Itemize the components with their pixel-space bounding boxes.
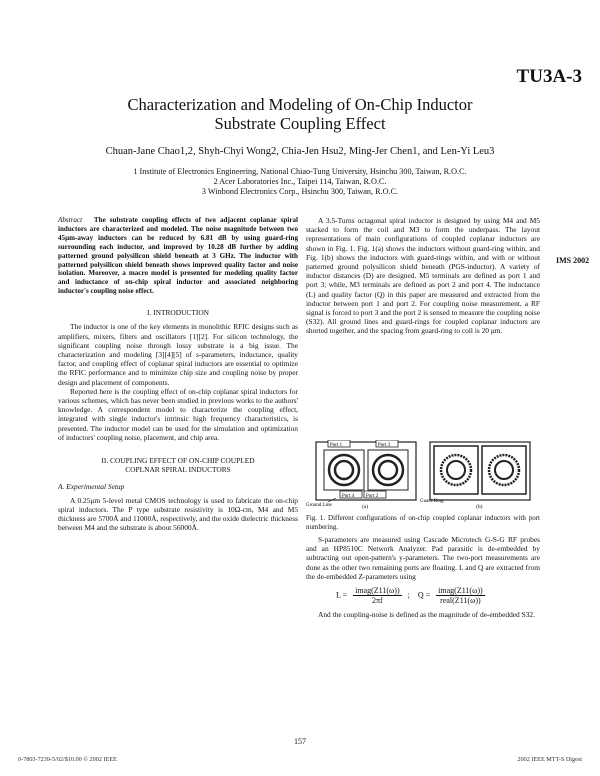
figure-1-caption: Fig. 1. Different configurations of on-chip coupled coplanar inductors with port numbering.: [306, 514, 540, 531]
footer-digest: 2002 IEEE MTT-S Digest: [517, 756, 582, 763]
sparam-paragraph: S-parameters are measured using Cascade Microtech G-S-G RF probes and an HP8510C Network Analyzer. Pad parasitic is de-embedded by subtracting out open-pattern's y-parameters. The two-port measurements are done as the other two remaining ports are floating. L and Q are extracted from the de-embedded Z-parameters using: [306, 535, 540, 581]
title-line-1: Characterization and Modeling of On-Chip Inductor: [127, 95, 473, 114]
author-list: Chuan-Jane Chao1,2, Shyh-Chyi Wong2, Chia-Jen Hsu2, Ming-Jer Chen1, and Len-Yi Leu3: [105, 146, 495, 157]
label-port-3-a: Port 3: [378, 443, 391, 448]
figure-1: [306, 440, 540, 510]
eq-Q-label: Q =: [417, 590, 431, 600]
figure-1-diagram: [306, 440, 540, 510]
label-sub-a: (a): [362, 504, 369, 510]
eq-L-denominator: 2πf: [372, 596, 383, 606]
eq-L-label: L =: [336, 590, 348, 600]
abstract-text: The substrate coupling effects of two adjacent coplanar spiral inductors are characterized and modeled. The noise magnitude between two 45μm-away inductors can be reduced by 6.81 dB by using guard-ring surrounding each inductor, and improved by 10.28 dB further by adding patterned ground polysilicon shield beneath at 3 GHz. The inductor with patterned polysilicon shield beneath shows improved quality factor and noise isolation. Moreover, a macro model is presented for modeling quality factor and inductance of on-chip spiral inductor and associated neighboring inductor's coupling noise effect.: [58, 216, 298, 296]
label-ground-line: Ground Line: [306, 503, 332, 508]
section-heading-introduction: I. INTRODUCTION: [147, 308, 209, 318]
title-line-2: Substrate Coupling Effect: [214, 114, 386, 133]
coupling-noise-paragraph: And the coupling-noise is defined as the magnitude of de-embedded S32.: [318, 610, 535, 620]
label-guard-ring: Guard Ring: [420, 499, 444, 504]
affiliation-1: 1 Institute of Electronics Engineering, National Chiao-Tung University, Hsinchu 300, Taiwan, R.O.C.: [133, 167, 467, 176]
eq-separator: ;: [407, 590, 410, 600]
right-column-bottom: [306, 535, 540, 620]
label-port-1-a: Port 1: [330, 443, 343, 448]
label-sub-b: (b): [476, 504, 483, 510]
affiliation-3: 3 Winbond Electronics Corp., Hsinchu 300, Taiwan, R.O.C.: [201, 187, 399, 196]
equation-L-Q: [336, 586, 540, 605]
eq-Q-fraction: [436, 586, 485, 605]
right-column-top: [306, 216, 540, 336]
subsection-experimental-setup: A. Experimental Setup: [58, 482, 125, 492]
left-column: [58, 216, 298, 532]
eq-L-numerator: imag(Z11(ω)): [355, 586, 400, 596]
eq-Q-numerator: imag(Z11(ω)): [438, 586, 483, 596]
intro-paragraph-2: Reported here is the coupling effect of on-chip coplanar spiral inductors for various schemes, which has never been studied in previous works to the authors' knowledge. A correspondent model to characterize the coupling effect, integrated with single inductor's intrinsic high frequency characteristics, is presented. The inductor model can be used for the simulation and optimization of inductors' coupling noise, placement, and chip area.: [58, 386, 298, 442]
page-number: 157: [294, 737, 306, 746]
affiliations: [0, 167, 600, 197]
intro-paragraph-1: The inductor is one of the key elements in monolithic RFIC designs such as amplifiers, mixers, filters and oscillators [1][2]. For silicon technology, the significant coupling noise through lossy substrate is a big issue. The characterization and modeling [3][4][5] of s-parameters, inductance, quality factor, and coupling effect of coplanar spiral inductors are essential to optimize the RFIC performance and to minimize chip size and coupling noise by proper design and placement of components.: [58, 322, 298, 387]
section-heading-coupling: [58, 456, 298, 474]
session-tag: TU3A-3: [516, 66, 582, 87]
affiliation-2: 2 Acer Laboratories Inc., Taipei 114, Taiwan, R.O.C.: [213, 177, 387, 186]
margin-mark: IMS 2002: [556, 256, 590, 265]
abstract: [58, 216, 298, 296]
paper-title: [0, 95, 600, 133]
label-port-2-a: Port 2: [366, 494, 379, 499]
section-heading-coupling-line-1: II. COUPLING EFFECT OF ON-CHIP COUPLED: [101, 456, 255, 465]
abstract-label: Abstract: [58, 216, 83, 224]
layout-paragraph: A 3.5-Turns octagonal spiral inductor is designed by using M4 and M5 stacked to form the coil and M3 to form the underpass. The layout representations of main configurations of coupled coplanar inductors are shown in Fig. 1. Fig. 1(a) shows the inductors without guard-ring within, and Fig. 1(b) shows the inductors with guard-rings within, and with or without patterned ground polysilicon shield beneath (PGS-inductor). A variety of inductor distances (D) are designed. M5 terminals are defined as port 1 and port 3; while, M3 terminals are defined as port 2 and port 4. The inductance (L) and quality factor (Q) in this paper are measured and extracted from the inductor between port 1 and port 2. For coupling noise measurement, a RF signal is forced to port 3 and the port 2 is sensed to measure the coupling noise (S32). All ground lines and guard-rings for coupled coplanar inductors are shorted together, and the spacing from guard-ring to coil is 20 μm.: [306, 216, 540, 336]
setup-paragraph: A 0.25μm 5-level metal CMOS technology is used to fabricate the on-chip spiral inductors. The P type substrate resistivity is 10Ω-cm, M4 and M5 thickness are 5700Å and 11000Å, respectively, and the oxide dielectric thickness between M4 and the substrate is about 56000Å.: [58, 495, 298, 533]
eq-L-fraction: [353, 586, 402, 605]
footer-copyright: 0-7803-7239-5/02/$10.00 © 2002 IEEE: [18, 756, 117, 763]
section-heading-coupling-line-2: COPLNAR SPIRAL INDUCTORS: [125, 465, 231, 475]
label-port-4-a: Port 4: [342, 494, 355, 499]
eq-Q-denominator: real(Z11(ω)): [440, 596, 481, 606]
